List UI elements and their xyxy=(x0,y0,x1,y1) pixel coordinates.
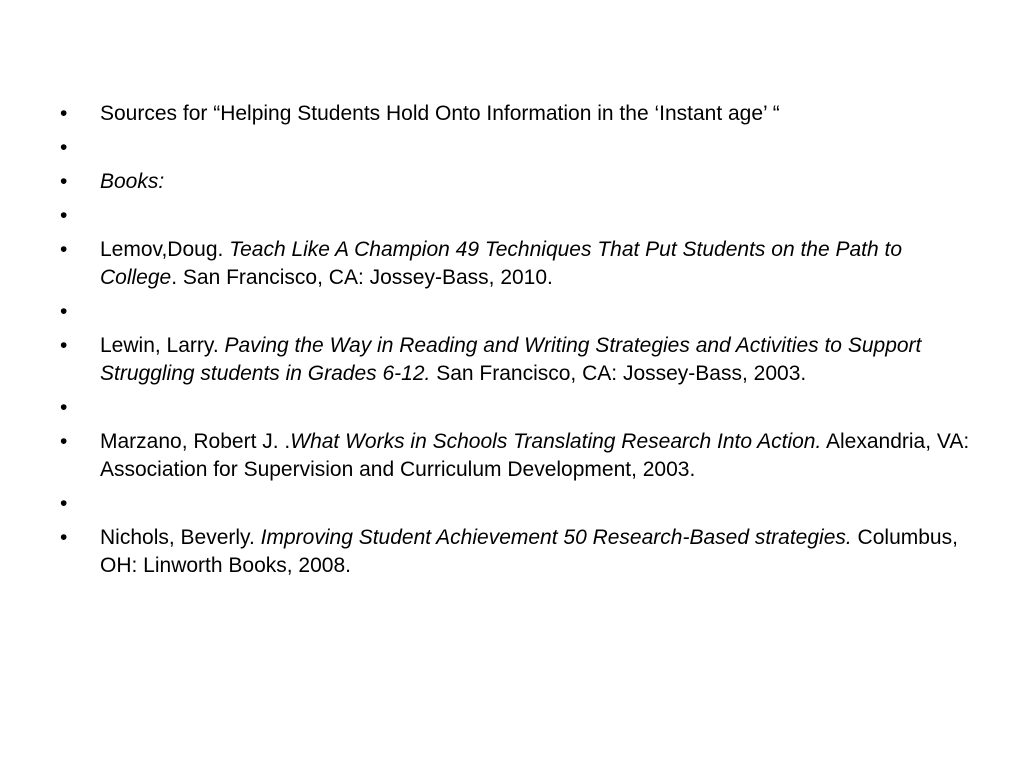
bullet-icon: • xyxy=(60,526,68,549)
bullet-icon: • xyxy=(60,102,68,125)
bullet-item-empty xyxy=(60,490,970,518)
reference-publication: Alexandria, VA: Association for Supervision and Curriculum Development, 2003. xyxy=(100,430,970,481)
bullet-item-empty xyxy=(60,394,970,422)
sources-title: Sources for “Helping Students Hold Onto Information in the ‘Instant age’ “ xyxy=(100,102,780,125)
reference-publication: San Francisco, CA: Jossey-Bass, 2003. xyxy=(430,362,807,385)
reference-entry xyxy=(60,524,970,580)
bullet-item-empty xyxy=(60,202,970,230)
books-heading: Books: xyxy=(100,170,165,193)
reference-title: What Works in Schools Translating Research Into Action. xyxy=(290,430,822,453)
bullet-icon: • xyxy=(60,430,68,453)
reference-title: Improving Student Achievement 50 Research-Based strategies. xyxy=(260,526,852,549)
bullet-item-empty xyxy=(60,134,970,162)
reference-entry xyxy=(60,332,970,388)
reference-author: Lemov,Doug. xyxy=(100,238,230,261)
reference-publication: Columbus, OH: Linworth Books, 2008. xyxy=(100,526,958,577)
reference-author: Nichols, Beverly. xyxy=(100,526,261,549)
bullet-icon: • xyxy=(60,170,68,193)
bullet-icon: • xyxy=(60,204,68,227)
reference-author: Lewin, Larry. xyxy=(100,334,225,357)
bullet-item-books-heading xyxy=(60,168,970,196)
bullet-list xyxy=(60,100,970,586)
bullet-icon: • xyxy=(60,238,68,261)
bullet-icon: • xyxy=(60,492,68,515)
bullet-item-title xyxy=(60,100,970,128)
bullet-icon: • xyxy=(60,300,68,323)
reference-title: Teach Like A Champion 49 Techniques That Put Students on the Path to College xyxy=(100,238,903,289)
bullet-item-empty xyxy=(60,298,970,326)
reference-entry xyxy=(60,236,970,292)
reference-publication: . San Francisco, CA: Jossey-Bass, 2010. xyxy=(171,266,553,289)
reference-title: Paving the Way in Reading and Writing Strategies and Activities to Support Struggling students in Grades 6-12. xyxy=(100,334,922,385)
bullet-icon: • xyxy=(60,334,68,357)
reference-entry xyxy=(60,428,970,484)
bullet-icon: • xyxy=(60,136,68,159)
bullet-icon: • xyxy=(60,396,68,419)
reference-author: Marzano, Robert J. . xyxy=(100,430,291,453)
